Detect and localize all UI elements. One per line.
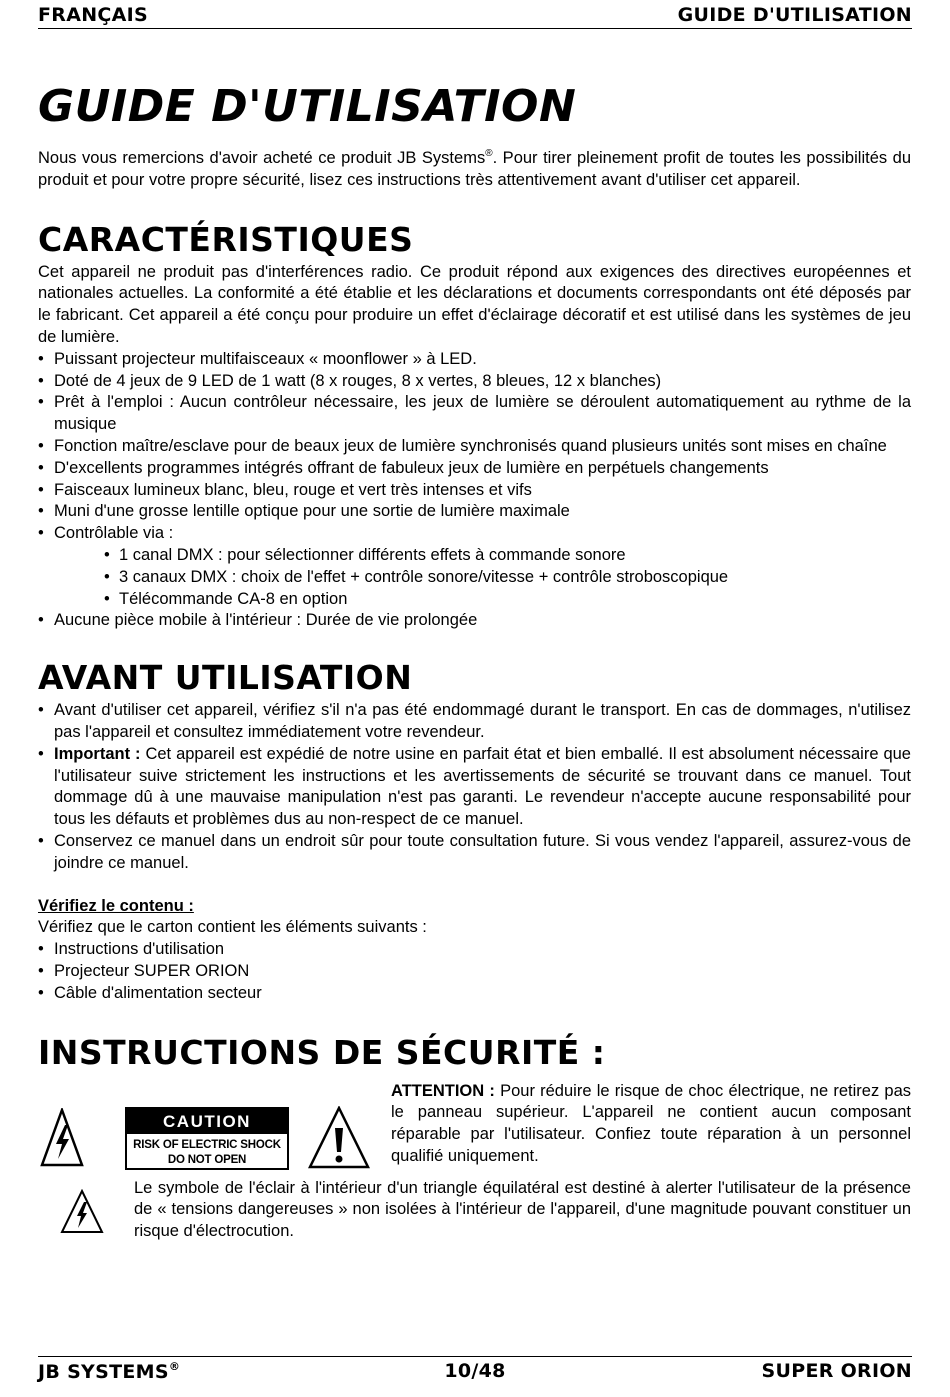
caution-text xyxy=(127,1134,287,1168)
features-heading: CARACTÉRISTIQUES xyxy=(38,219,414,259)
list-item-label: Contrôlable via : xyxy=(54,524,174,543)
list-item: • Avant d'utiliser cet appareil, vérifiez s'il n'a pas été endommagé durant le transport. En cas de dommages, n'utilisez pas l'appareil et consultez immédiatement votre revendeur. xyxy=(38,700,911,744)
lightning-symbol-paragraph: Le symbole de l'éclair à l'intérieur d'un triangle équilatéral est destiné à alerter l'utilisateur de la présence de « tensions dangereuses » non isolées à l'intérieur de l'appareil, d'une magnitude pouvant constituer un risque d'électrocution. xyxy=(134,1178,911,1241)
list-item: • Doté de 4 jeux de 9 LED de 1 watt (8 x rouges, 8 x vertes, 8 bleues, 12 x blanches) xyxy=(38,371,911,393)
list-item: • Fonction maître/esclave pour de beaux jeux de lumière synchronisés quand plusieurs unités sont mises en chaîne xyxy=(38,436,911,458)
features-list xyxy=(38,349,911,632)
check-contents-list xyxy=(38,939,911,1004)
list-item: • D'excellents programmes intégrés offrant de fabuleux jeux de lumière en perpétuels changements xyxy=(38,458,911,480)
attention-paragraph xyxy=(391,1081,911,1168)
page-content xyxy=(38,76,911,1281)
sublist-item: • 3 canaux DMX : choix de l'effet + contrôle sonore/vitesse + contrôle stroboscopique xyxy=(104,567,911,589)
intro-text-end: . Pour tirer pleinement profit de toutes les possibilités du produit et pour votre propre sécurité, lisez ces instructions très attentivement avant d'utiliser cet appareil. xyxy=(38,149,911,189)
before-use-heading: AVANT UTILISATION xyxy=(38,658,413,698)
footer-product: SUPER ORION xyxy=(761,1360,912,1382)
caution-line: RISK OF ELECTRIC SHOCK xyxy=(133,1138,281,1151)
intro-paragraph xyxy=(38,148,911,192)
page-footer xyxy=(38,1356,912,1387)
header-language: FRANÇAIS xyxy=(38,4,149,26)
caution-label xyxy=(125,1107,289,1170)
footer-brand-name: JB SYSTEMS xyxy=(38,1361,169,1383)
list-item xyxy=(38,523,911,610)
important-text: Cet appareil est expédié de notre usine en parfait état et bien emballé. Il est absolument nécessaire que l'utilisateur suive strictement les instructions et les avertissements de sécurité se trouvant dans ce manuel. Tout dommage dû à une mauvaise manipulation n'est pas garanti. Le revendeur n'accepte aucune responsabilité pour tous les défauts et problèmes dus au non-respect de ce manuel. xyxy=(54,744,911,829)
control-sublist xyxy=(54,545,911,610)
registered-mark: ® xyxy=(168,1360,181,1373)
check-contents-text: Vérifiez que le carton contient les éléments suivants : xyxy=(38,918,427,937)
attention-label: ATTENTION : xyxy=(391,1081,495,1100)
intro-text-start: Nous vous remercions d'avoir acheté ce produit JB Systems xyxy=(38,149,486,167)
registered-mark: ® xyxy=(485,148,493,159)
page-number: 10/48 xyxy=(444,1360,506,1382)
list-item: • Conservez ce manuel dans un endroit sûr pour toute consultation future. Si vous vendez l'appareil, assurez-vous de joindre ce manuel. xyxy=(38,831,911,875)
list-item: • Projecteur SUPER ORION xyxy=(38,961,911,983)
sublist-item: • 1 canal DMX : pour sélectionner différents effets à commande sonore xyxy=(104,545,911,567)
sublist-item: • Télécommande CA-8 en option xyxy=(104,589,911,611)
caution-title: CAUTION xyxy=(127,1109,287,1134)
list-item: • Câble d'alimentation secteur xyxy=(38,983,911,1005)
list-item: • Faisceaux lumineux blanc, bleu, rouge et vert très intenses et vifs xyxy=(38,480,911,502)
safety-section xyxy=(38,1081,911,1281)
page-title: GUIDE D'UTILISATION xyxy=(38,81,577,132)
list-item xyxy=(38,744,911,831)
safety-heading: INSTRUCTIONS DE SÉCURITÉ : xyxy=(38,1032,606,1072)
attention-text: Pour réduire le risque de choc électrique, ne retirez pas le panneau supérieur. L'appareil ne contient aucun composant réparable par l'utilisateur. Confiez toute réparation à un personnel qualifié uniquement. xyxy=(391,1081,911,1165)
important-label: Important : xyxy=(54,744,141,763)
list-item: • Muni d'une grosse lentille optique pour une sortie de lumière maximale xyxy=(38,501,911,523)
exclamation-warning-icon xyxy=(308,1106,370,1170)
page-header xyxy=(38,2,912,29)
list-item: • Puissant projecteur multifaisceaux « moonflower » à LED. xyxy=(38,349,911,371)
list-item: • Aucune pièce mobile à l'intérieur : Durée de vie prolongée xyxy=(38,610,911,632)
before-use-list xyxy=(38,700,911,874)
list-item: • Instructions d'utilisation xyxy=(38,939,911,961)
list-item: • Prêt à l'emploi : Aucun contrôleur nécessaire, les jeux de lumière se déroulent automatiquement au rythme de la musique xyxy=(38,392,911,436)
caution-line: DO NOT OPEN xyxy=(167,1153,247,1166)
header-title: GUIDE D'UTILISATION xyxy=(677,4,912,26)
check-contents-heading: Vérifiez le contenu : xyxy=(38,896,194,915)
electric-shock-warning-icon xyxy=(40,1108,84,1168)
features-paragraph: Cet appareil ne produit pas d'interférences radio. Ce produit répond aux exigences des directives européennes et nationales actuelles. La conformité a été établie et les déclarations et documents correspondants ont été déposés par le fabricant. Cet appareil a été conçu pour produire un effet d'éclairage décoratif et est utilisé dans les systèmes de jeu de lumière. xyxy=(38,262,911,346)
lightning-bolt-icon xyxy=(60,1189,104,1235)
